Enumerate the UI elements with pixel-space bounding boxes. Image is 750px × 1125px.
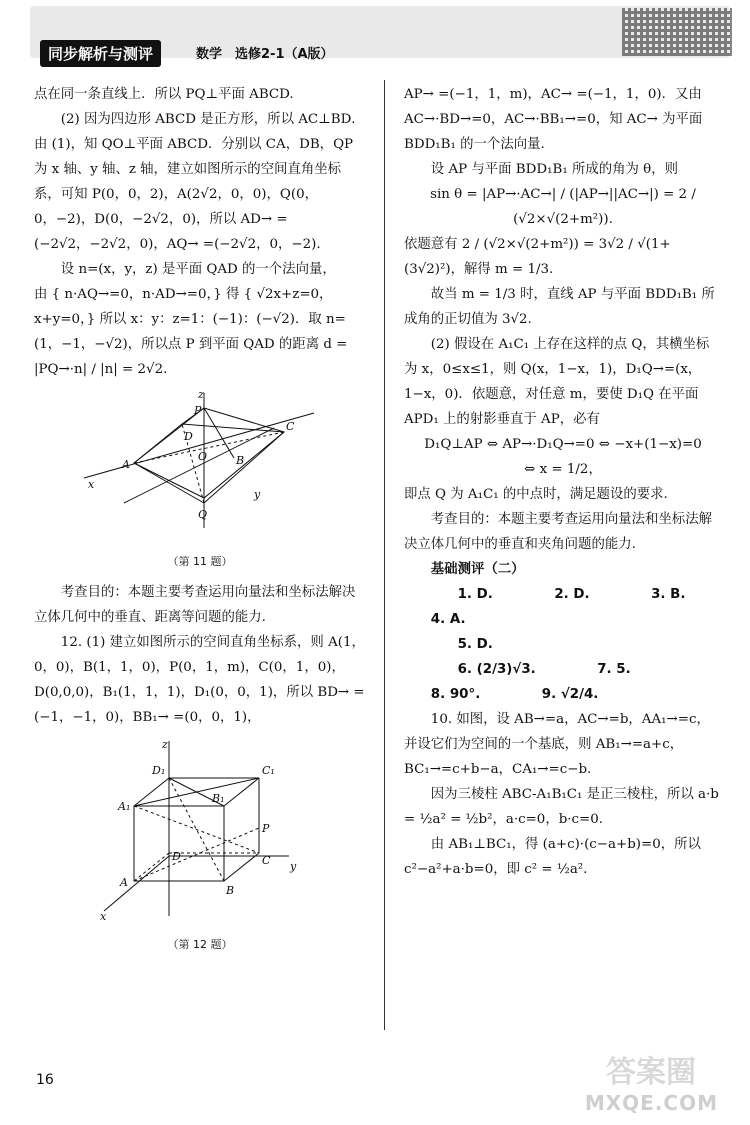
answer-row <box>404 582 722 632</box>
label-B: B <box>236 454 245 467</box>
label-D: D <box>172 850 181 863</box>
answer-item: 1. D. <box>457 587 493 602</box>
label-A: A <box>122 458 130 471</box>
watermark-logo-text: 答案圈 <box>606 1055 696 1090</box>
label-C: C <box>286 420 295 433</box>
label-A: A <box>120 876 128 889</box>
answer-item: 2. D. <box>554 587 590 602</box>
series-title: 同步解析与测评 <box>40 40 161 67</box>
section-title: 基础测评（二） <box>430 562 525 577</box>
answer-item: 9. √2/4. <box>541 687 599 702</box>
label-y: y <box>254 488 261 501</box>
figure-12-diagram <box>34 736 364 921</box>
label-z: z <box>162 738 168 751</box>
answer-row <box>404 632 722 657</box>
answer-row <box>404 657 722 707</box>
label-O: O <box>198 450 208 463</box>
answer-item: 7. 5. <box>597 662 631 677</box>
label-P: P <box>262 822 270 835</box>
paragraph: 故当 m = 1/3 时，直线 AP 与平面 BDD₁B₁ 所成角的正切值为 3√2. <box>404 287 715 327</box>
paragraph: 由 AB₁⊥BC₁，得 (a+c)·(c−a+b)=0，所以 c²−a²+a·b=0，即 c² = ½a². <box>404 837 701 877</box>
column-divider <box>384 80 385 1030</box>
page-header <box>0 0 750 72</box>
paragraph: 依题意有 2 / (√2×√(2+m²)) = 3√2 / √(1+(3√2)²)，解得 m = 1/3. <box>404 237 671 277</box>
label-B1: B₁ <box>212 792 225 805</box>
label-x: x <box>100 910 107 921</box>
left-column <box>34 82 366 963</box>
formula: ⇔ x = 1/2， <box>524 462 602 477</box>
formula: D₁Q⊥AP ⇔ AP→·D₁Q→=0 ⇔ −x+(1−x)=0 <box>424 437 702 452</box>
figure-11-caption: （第 11 题） <box>167 555 233 568</box>
paragraph: (2) 假设在 A₁C₁ 上存在这样的点 Q，其横坐标为 x，0≤x≤1，则 Q(x，1−x，1)，D₁Q→=(x，1−x，0)．依题意，对任意 m，要使 D₁Q 在平面 APD₁ 上的射影垂直于 AP，必有 <box>404 337 710 427</box>
label-A1: A₁ <box>118 800 131 813</box>
paragraph: AP→ =(−1，1，m)，AC→ =(−1，1，0)．又由 AC→·BD→=0，AC→·BB₁→=0，知 AC→ 为平面 BDD₁B₁ 的一个法向量. <box>404 87 703 152</box>
label-C: C <box>262 854 271 867</box>
label-C1: C₁ <box>262 764 275 777</box>
answer-item: 4. A. <box>430 612 466 627</box>
figure-11 <box>34 388 366 574</box>
answer-item: 8. 90°. <box>430 687 481 702</box>
answer-item: 6. (2/3)√3. <box>457 662 536 677</box>
formula: sin θ = |AP→·AC→| / (|AP→||AC→|) = 2 / (√2×√(2+m²)). <box>430 187 696 227</box>
answer-item: 3. B. <box>651 587 686 602</box>
watermark <box>546 1055 726 1119</box>
label-z: z <box>198 388 204 401</box>
paragraph: (2) 因为四边形 ABCD 是正方形，所以 AC⊥BD．由 (1)，知 QO⊥平面 ABCD．分别以 CA，DB，QP 为 x 轴、y 轴、z 轴，建立如图所示的空间直角坐标系，可知 P(0，0，2)，A(2√2，0，0)，Q(0，0，−2)，D(0，−2√2，0)，所以 AD→ =(−2√2，−2√2，0)，AQ→ =(−2√2，0，−2). <box>34 112 365 252</box>
paragraph: 设 n=(x，y，z) 是平面 QAD 的一个法向量， <box>60 262 336 277</box>
answer-item: 5. D. <box>457 637 493 652</box>
book-subtitle: 数学 选修2-1（A版） <box>196 47 334 62</box>
page-number: 16 <box>36 1072 54 1088</box>
watermark-url: MXQE.COM <box>584 1091 718 1115</box>
paragraph: 因为三棱柱 ABC-A₁B₁C₁ 是正三棱柱，所以 a·b = ½a² = ½b²，a·c=0，b·c=0. <box>404 787 719 827</box>
label-P: P <box>194 404 202 417</box>
paragraph: 由 { n·AQ→=0，n·AD→=0，} 得 { √2x+z=0，x+y=0，} 所以 x：y：z=1：(−1)：(−√2)．取 n=(1，−1，−√2)，所以点 P 到平面 QAD 的距离 d = |PQ→·n| / |n| = 2√2. <box>34 287 348 377</box>
right-column <box>404 82 722 882</box>
paragraph: 设 AP 与平面 BDD₁B₁ 所成的角为 θ，则 <box>430 162 679 177</box>
label-D: D <box>184 430 193 443</box>
label-B: B <box>226 884 235 897</box>
paragraph: 即点 Q 为 A₁C₁ 的中点时，满足题设的要求. <box>404 487 668 502</box>
label-y: y <box>290 860 297 873</box>
paragraph: 考查目的：本题主要考查运用向量法和坐标法解决立体几何中的垂直、距离等问题的能力. <box>34 585 356 625</box>
figure-11-diagram <box>34 388 364 538</box>
figure-12 <box>34 736 366 957</box>
label-x: x <box>88 478 95 491</box>
label-Q: Q <box>198 508 208 521</box>
paragraph: 点在同一条直线上．所以 PQ⊥平面 ABCD. <box>34 87 294 102</box>
paragraph: 10. 如图，设 AB→=a，AC→=b，AA₁→=c，并设它们为空间的一个基底，则 AB₁→=a+c，BC₁→=c+b−a，CA₁→=c−b. <box>404 712 710 777</box>
header-pattern <box>622 8 732 56</box>
paragraph: 12. (1) 建立如图所示的空间直角坐标系，则 A(1，0，0)，B(1，1，0)，P(0，1，m)，C(0，1，0)，D(0,0,0)，B₁(1，1，1)，D₁(0，0，1)，所以 BD→ =(−1，−1，0)，BB₁→ =(0，0，1)， <box>34 635 365 725</box>
paragraph: 考查目的：本题主要考查运用向量法和坐标法解决立体几何中的垂直和夹角问题的能力. <box>404 512 712 552</box>
figure-12-caption: （第 12 题） <box>167 938 233 951</box>
label-D1: D₁ <box>152 764 166 777</box>
